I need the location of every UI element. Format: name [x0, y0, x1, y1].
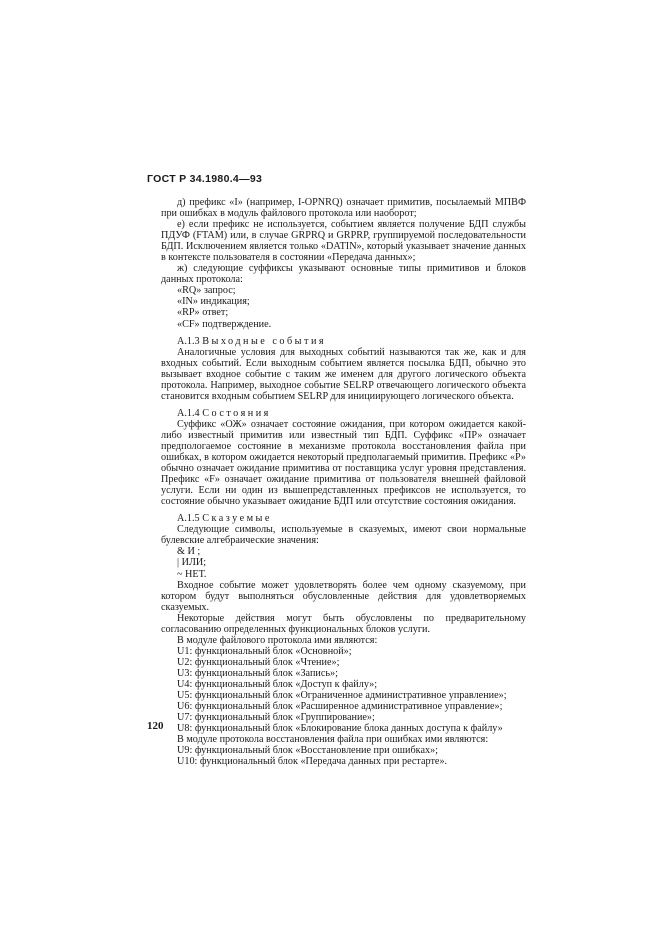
section-title: Сказуемые [202, 513, 272, 525]
paragraph: ж) следующие суффиксы указывают основные типы примитивов и блоков данных протокола: [161, 263, 526, 286]
section-heading [161, 408, 526, 419]
list-item: U7: функциональный блок «Группирование»; [177, 712, 375, 724]
list-item: «CF» подтверждение. [177, 318, 272, 330]
paragraph: Следующие символы, используемые в сказуемых, имеют свои нормальные булевские алгебраические значения: [161, 524, 526, 547]
document-body [161, 197, 526, 767]
section-title: Выходные события [202, 335, 327, 347]
list-item: U2: функциональный блок «Чтение»; [177, 656, 340, 668]
list-item: ~ НЕТ. [177, 568, 207, 580]
list-item: U6: функциональный блок «Расширенное административное управление»; [177, 701, 503, 713]
section-heading [161, 513, 526, 524]
list-item: В модуле протокола восстановления файла при ошибках ими являются: [177, 734, 489, 746]
document-header: ГОСТ Р 34.1980.4—93 [147, 173, 263, 185]
list-item: «RQ» запрос; [177, 285, 236, 297]
list-item: U5: функциональный блок «Ограниченное административное управление»; [177, 690, 507, 702]
list-item: «RP» ответ; [177, 307, 229, 319]
section-number: А.1.3 [177, 335, 200, 347]
list-item: U3: функциональный блок «Запись»; [177, 667, 338, 679]
paragraph: д) префикс «I» (например, I-OPNRQ) означает примитив, посылаемый МПВФ при ошибках в модуль файлового протокола или наоборот; [161, 197, 526, 220]
paragraph: е) если префикс не используется, событием является получение БДП службы ПДУФ (FTAM) или, в случае GRPRQ и GRPRP, группируемой последовательности БДП. Исключением является только «DATIN», который указывает значение данных в контексте пользователя в состоянии «Передача данных»; [161, 219, 526, 264]
paragraph: Входное событие может удовлетворять более чем одному сказуемому, при котором будут выполняться обусловленные действия для удовлетворяемых сказуемых. [161, 579, 526, 613]
list-item: В модуле файлового протокола ими являются: [177, 634, 378, 646]
section-heading [161, 336, 526, 347]
list-item: | ИЛИ; [177, 557, 207, 569]
section-number: А.1.4 [177, 407, 200, 419]
list-item: U8: функциональный блок «Блокирование блока данных доступа к файлу» [177, 723, 503, 735]
list-item: U10: функциональный блок «Передача данных при рестарте». [177, 756, 448, 768]
section-title: Состояния [202, 407, 271, 419]
list-item: U9: функциональный блок «Восстановление при ошибках»; [177, 745, 438, 757]
paragraph: Суффикс «ОЖ» означает состояние ожидания, при котором ожидается какой-либо известный примитив или известный тип БДП. Суффикс «ПР» означает предпологаемое состояние в механизме протокола восстановления файла при ошибках, в котором ожидается некоторый предполагаемый примитив. Префикс «Р» обычно означает ожидание примитива от поставщика услуг уровня представления. Префикс «F» означает ожидание примитива от пользователя внешней файловой услуги. Если ни один из вышепредставленных префиксов не используется, то состояние обычно указывает ожидание БДП или отсутствие состояния ожидания. [161, 418, 526, 508]
list-item: U4: функциональный блок «Доступ к файлу»; [177, 678, 378, 690]
section-number: А.1.5 [177, 513, 200, 525]
page-number: 120 [147, 720, 164, 732]
list-item: «IN» индикация; [177, 296, 250, 308]
list-item: & И ; [177, 546, 201, 558]
list-item: U1: функциональный блок «Основной»; [177, 645, 352, 657]
paragraph: Аналогичные условия для выходных событий называются так же, как и для входных событий. Если выходным событием является посылка БДП, обычно это вызывает входное событие с таким же именем для другого логического объекта протокола. Например, выходное событие SELRP отвечающего логического объекта становится входным событием SELRP для инициирующего логического объекта. [161, 346, 526, 402]
paragraph: Некоторые действия могут быть обусловлены по предварительному согласованию определенных функциональных блоков услуги. [161, 612, 526, 635]
